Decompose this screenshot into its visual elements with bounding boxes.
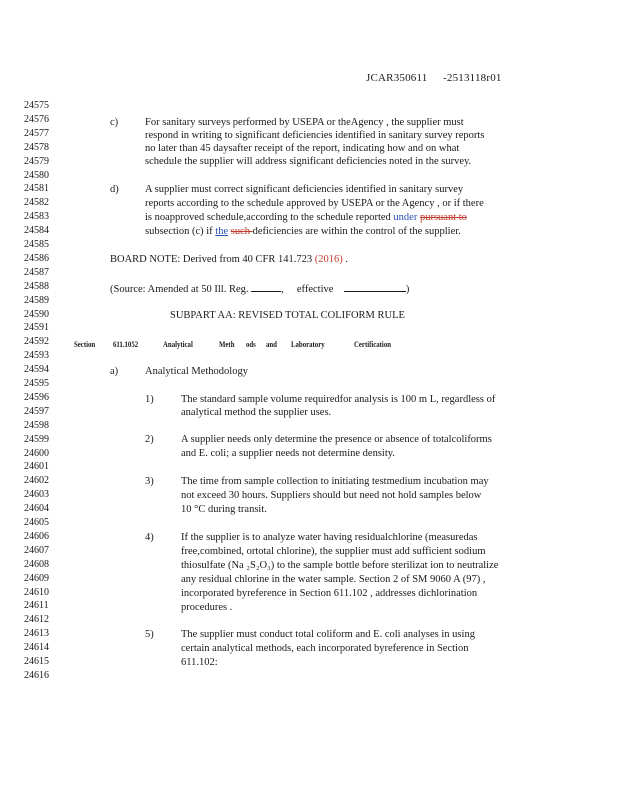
line-number: 24592 (24, 336, 49, 348)
line-number: 24586 (24, 252, 49, 264)
line-number: 24584 (24, 225, 49, 237)
item-line: certain analytical methods, each incorporated byreference in Section (181, 643, 469, 654)
line-number: 24612 (24, 614, 49, 626)
line-number: 24579 (24, 155, 49, 167)
board-note-end: . (342, 254, 348, 265)
line-number: 24576 (24, 113, 49, 125)
item-number: 3) (145, 476, 154, 487)
line-number: 24604 (24, 503, 49, 515)
line-number: 24608 (24, 558, 49, 570)
source-text: (Source: Amended at 50 Ill. Reg. (110, 284, 249, 295)
para-c-line: For sanitary surveys performed by USEPA or theAgency , the supplier must (145, 117, 464, 128)
deleted-text: pursuant to (419, 212, 467, 223)
line-number: 24614 (24, 642, 49, 654)
item-line: and E. coli; a supplier needs not determine density. (181, 448, 395, 459)
item-line: free,combined, ortotal chlorine), the supplier must add sufficient sodium (181, 546, 486, 557)
item-line: A supplier needs only determine the presence or absence of totalcoliforms (181, 434, 492, 445)
item-line: any residual chlorine in the water sample. Section 2 of SM 9060 A (97) , (181, 574, 486, 585)
para-c-line: schedule the supplier will address significant deficiencies noted in the survey. (145, 156, 472, 167)
line-number: 24602 (24, 475, 49, 487)
para-a-title: Analytical Methodology (145, 366, 248, 377)
line-number: 24575 (24, 100, 49, 111)
para-d-text: deficiencies are within the control of the supplier. (252, 226, 461, 237)
item-line: If the supplier is to analyze water having residualchlorine (measuredas (181, 532, 478, 543)
para-d-label: d) (110, 184, 119, 195)
line-number: 24589 (24, 294, 49, 306)
source-close: ) (405, 284, 410, 295)
line-number: 24578 (24, 141, 49, 153)
line-number: 24599 (24, 433, 49, 445)
subpart-title: SUBPART AA: REVISED TOTAL COLIFORM RULE (170, 310, 405, 321)
line-number: 24588 (24, 280, 49, 292)
para-d-line (145, 226, 461, 238)
line-number: 24605 (24, 517, 49, 528)
line-number: 24598 (24, 419, 49, 431)
section-title-word: ods (246, 340, 256, 349)
deleted-text: such (230, 226, 253, 237)
board-note-year: (2016) (314, 254, 343, 265)
board-note-text: BOARD NOTE: Derived from 40 CFR 141.723 (110, 254, 315, 265)
section-title-word: Meth (219, 340, 235, 349)
line-number: 24587 (24, 266, 49, 278)
source-sep: , (281, 284, 284, 295)
source-effective: effective (296, 284, 334, 295)
line-number: 24615 (24, 656, 49, 667)
line-number: 24593 (24, 350, 49, 362)
section-title-word: Laboratory (291, 340, 325, 349)
item-line: not exceed 30 hours. Suppliers should but need not hold samples below (181, 490, 482, 501)
item-line: procedures . (181, 602, 233, 613)
item-line: 611.102: (181, 657, 218, 668)
para-c-line: respond in writing to significant deficiencies identified in sanitary survey reports (145, 130, 485, 141)
section-title-word: and (266, 340, 277, 349)
section-word: Section (74, 340, 96, 349)
item-number: 4) (145, 532, 154, 543)
document-id: JCAR350611 (366, 72, 428, 84)
line-number: 24585 (24, 239, 49, 250)
line-number: 24597 (24, 405, 49, 417)
item-line: The time from sample collection to initiating testmedium incubation may (181, 476, 489, 487)
line-number: 24577 (24, 127, 49, 139)
inserted-text: under (393, 212, 418, 223)
item-line: The standard sample volume requiredfor analysis is 100 m L, regardless of (181, 394, 496, 405)
line-number: 24610 (24, 586, 49, 598)
section-title-word: Analytical (163, 340, 193, 349)
line-number: 24596 (24, 391, 49, 403)
effective-blank (344, 282, 406, 292)
para-d-text: is noapproved schedule,according to the schedule reported (145, 212, 394, 223)
line-number: 24595 (24, 378, 49, 389)
item-line: thiosulfate (Na ₂S₂O₃) to the sample bottle before sterilizat ion to neutralize (181, 560, 499, 571)
line-number: 24601 (24, 461, 49, 473)
item-line: incorporated byreference in Section 611.102 , addresses dichlorination (181, 588, 478, 599)
line-number: 24603 (24, 489, 49, 501)
line-number: 24611 (24, 600, 49, 612)
para-d-text: subsection (c) if (145, 226, 216, 237)
line-number: 24582 (24, 197, 49, 209)
line-number: 24607 (24, 544, 49, 556)
line-number: 24609 (24, 572, 49, 584)
inserted-text: the (215, 226, 229, 237)
item-line: 10 °C during transit. (181, 504, 267, 515)
item-number: 1) (145, 394, 154, 405)
line-number: 24600 (24, 447, 49, 459)
item-line: The supplier must conduct total coliform and E. coli analyses in using (181, 629, 475, 640)
item-number: 2) (145, 434, 154, 445)
board-note (110, 254, 348, 266)
source-note (110, 282, 409, 296)
line-number: 24581 (24, 183, 49, 195)
line-number: 24594 (24, 364, 49, 376)
line-number: 24591 (24, 322, 49, 334)
line-number: 24583 (24, 211, 49, 223)
section-title-word: Certification (354, 340, 392, 349)
revision-id: -2513118r01 (443, 72, 502, 84)
para-d-line: A supplier must correct significant deficiencies identified in sanitary survey (145, 184, 464, 195)
para-d-line: reports according to the schedule approved by USEPA or the Agency , or if there (145, 198, 484, 209)
item-number: 5) (145, 629, 154, 640)
item-line: analytical method the supplier uses. (181, 407, 332, 418)
line-number: 24616 (24, 669, 49, 681)
para-a-label: a) (110, 366, 119, 377)
line-number: 24590 (24, 308, 49, 320)
line-number: 24580 (24, 169, 49, 181)
para-c-line: no later than 45 daysafter receipt of the report, indicating how and on what (145, 143, 460, 154)
date-blank (251, 282, 281, 292)
para-c-label: c) (110, 117, 119, 128)
para-d-line (145, 212, 467, 224)
section-number: 611.1052 (113, 340, 139, 349)
line-number: 24606 (24, 530, 49, 542)
line-number: 24613 (24, 628, 49, 640)
